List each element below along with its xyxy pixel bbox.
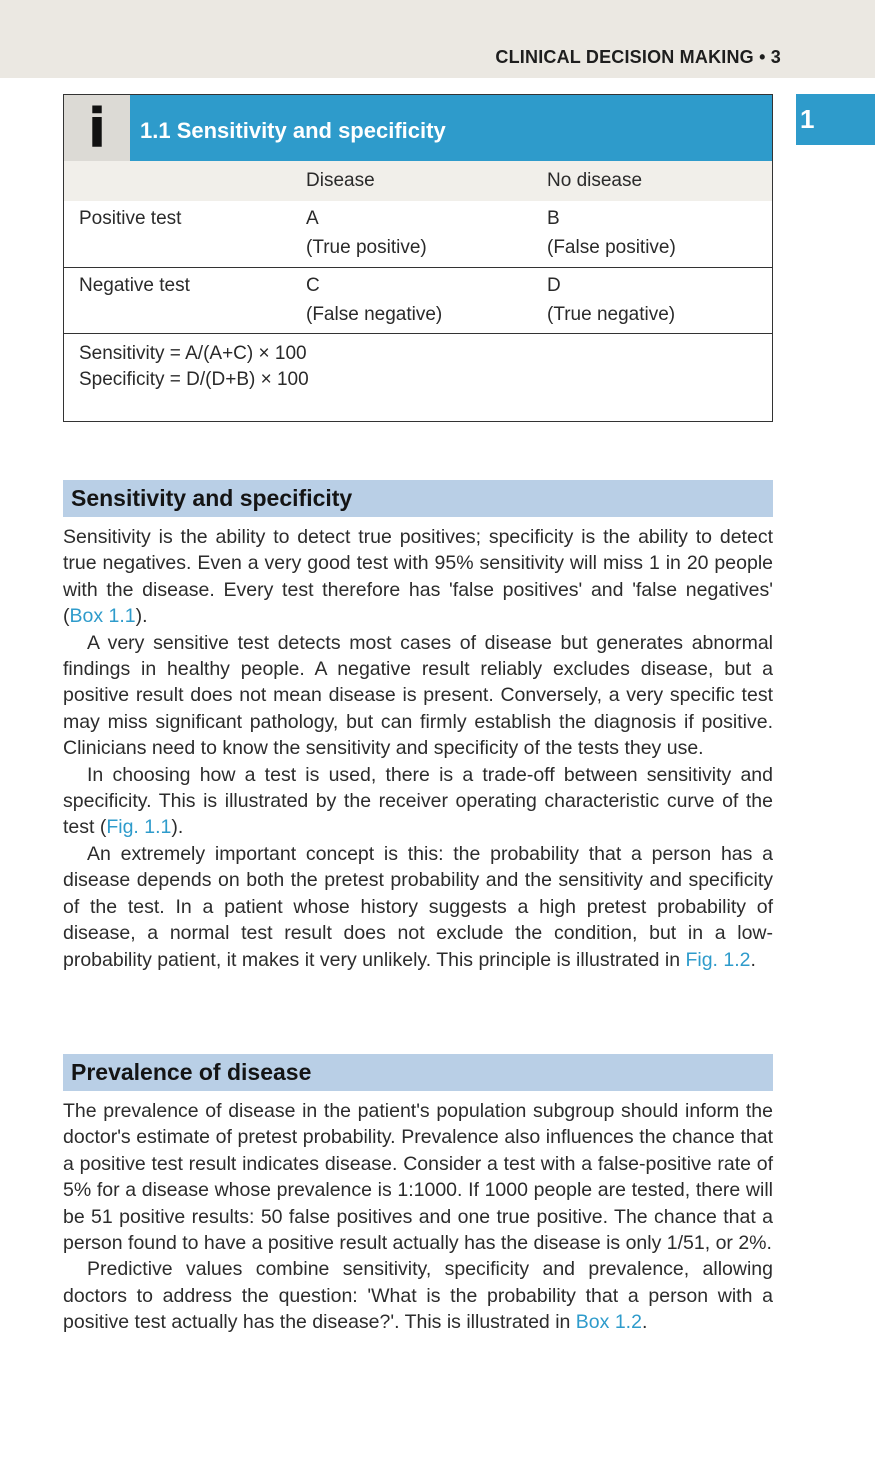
row-divider xyxy=(64,333,772,334)
formula-specificity: Specificity = D/(D+B) × 100 xyxy=(79,369,309,390)
box-link[interactable]: Box 1.2 xyxy=(575,1311,642,1334)
cell-c-desc: (False negative) xyxy=(306,304,443,325)
text: . xyxy=(750,948,756,971)
figure-link[interactable]: Fig. 1.2 xyxy=(685,948,751,971)
formula-sensitivity: Sensitivity = A/(A+C) × 100 xyxy=(79,343,307,364)
paragraph: A very sensitive test detects most cases of disease but generates abnormal findings in healthy people. A negative result reliably excludes disease, but a positive result does not mean disease is present. Conversely, a very specific test may miss significant pathology, but can firmly establish the diagnosis if positive. Clinicians need to know the sensitivity and specificity of the tests they use. xyxy=(63,631,773,760)
col-header-disease: Disease xyxy=(306,170,375,191)
paragraph xyxy=(63,762,773,841)
text: . xyxy=(641,1311,648,1334)
text: Sensitivity is the ability to detect true positives; specificity is the ability to detect true negatives. Even a very good test with 95% sensitivity will miss 1 in 20 people with the disease. Every test therefore has 'false positives' and 'false negatives' ( xyxy=(63,526,773,628)
section-heading-sensitivity: Sensitivity and specificity xyxy=(63,480,773,517)
section-body-sensitivity xyxy=(63,524,773,973)
paragraph xyxy=(63,1256,773,1335)
cell-d: D xyxy=(547,275,561,296)
cell-d-desc: (True negative) xyxy=(547,304,676,325)
box-title: 1.1 Sensitivity and specificity xyxy=(130,95,772,161)
paragraph xyxy=(63,841,773,973)
info-icon: i xyxy=(64,95,130,161)
paragraph: The prevalence of disease in the patient's population subgroup should inform the doctor's estimate of pretest probability. Prevalence also influences the chance that a positive test result indicates disease. Consider a test with a false-positive rate of 5% for a disease whose prevalence is 1:1000. If 1000 people are tested, there will be 51 positive results: 50 false positives and one true positive. The chance that a person found to have a positive result actually has the disease is only 1/51, or 2%. xyxy=(63,1100,773,1255)
col-header-no-disease: No disease xyxy=(547,170,643,191)
cell-b: B xyxy=(547,208,560,229)
row-divider xyxy=(64,267,772,268)
text: ). xyxy=(171,816,184,839)
text: In choosing how a test is used, there is a trade-off between sensitivity and specificity. This is illustrated by the receiver operating characteristic curve of the test ( xyxy=(63,763,773,839)
box-link[interactable]: Box 1.1 xyxy=(69,605,136,628)
running-head: CLINICAL DECISION MAKING • 3 xyxy=(495,47,781,67)
text: ). xyxy=(135,605,148,628)
row-label-positive: Positive test xyxy=(79,208,182,229)
cell-a: A xyxy=(306,208,319,229)
figure-link[interactable]: Fig. 1.1 xyxy=(106,816,172,839)
section-heading-prevalence: Prevalence of disease xyxy=(63,1054,773,1091)
chapter-tab: 1 xyxy=(796,94,875,145)
cell-c: C xyxy=(306,275,320,296)
row-label-negative: Negative test xyxy=(79,275,190,296)
info-box xyxy=(63,94,773,422)
cell-a-desc: (True positive) xyxy=(306,237,427,258)
text: Predictive values combine sensitivity, specificity and prevalence, allowing doctors to address the question: 'What is the probability that a person with a positive test actually has the disease?'. This is illustrated in xyxy=(63,1258,773,1334)
text: An extremely important concept is this: the probability that a person has a disease depends on both the pretest probability and the sensitivity and specificity of the test. In a patient whose history suggests a high pretest probability of disease, a normal test result does not exclude the condition, but in a low-probability patient, it makes it very unlikely. This principle is illustrated in xyxy=(63,842,773,971)
box-header xyxy=(64,95,772,161)
cell-b-desc: (False positive) xyxy=(547,237,676,258)
section-body-prevalence xyxy=(63,1098,773,1336)
box-column-headers xyxy=(64,161,772,201)
paragraph xyxy=(63,524,773,630)
